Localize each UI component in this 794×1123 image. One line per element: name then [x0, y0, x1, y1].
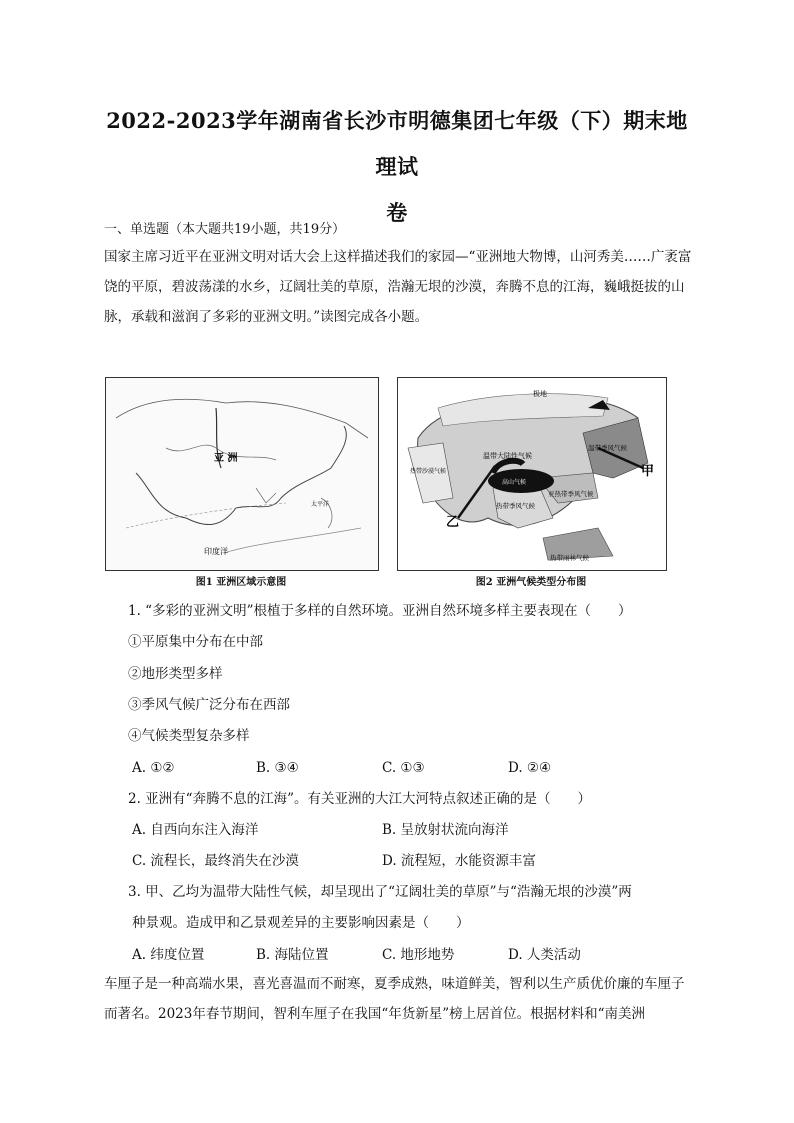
section-header: 一、单选题（本大题共19小题，共19分） — [104, 222, 346, 237]
question-1-item-1: ①平原集中分布在中部 — [128, 634, 263, 650]
label-temperate-monsoon: 温带季风气候 — [588, 444, 627, 452]
figure-2-caption: 图2 亚洲气候类型分布图 — [475, 577, 587, 588]
figure-1-caption: 图1 亚洲区域示意图 — [195, 577, 287, 588]
asia-region-map — [106, 378, 378, 570]
question-2-option-d[interactable]: D. 流程短，水能资源丰富 — [382, 853, 536, 869]
question-3-stem-line-2: 种景观。造成甲和乙景观差异的主要影响因素是（ ） — [132, 915, 470, 931]
question-1-item-3: ③季风气候广泛分布在西部 — [128, 697, 290, 713]
figure-2-map — [397, 377, 667, 571]
question-3-option-d[interactable]: D. 人类活动 — [508, 947, 581, 963]
label-alpine: 高山气候 — [502, 479, 527, 486]
page-title — [96, 98, 698, 236]
question-1-item-2: ②地形类型多样 — [128, 666, 223, 682]
intro-paragraph: 国家主席习近平在亚洲文明对话大会上这样描述我们的家园—“亚洲地大物博，山河秀美……广袤富饶的平原，碧波荡漾的水乡，辽阔壮美的草原，浩瀚无垠的沙漠，奔腾不息的江海，巍峨挺拔的山脉，承载和滋润了多彩的亚洲文明。”读图完成各小题。 — [104, 249, 692, 325]
question-2-option-a[interactable]: A. 自西向东注入海洋 — [132, 822, 259, 838]
question-3-option-b[interactable]: B. 海陆位置 — [256, 947, 329, 963]
question-1-option-c[interactable]: C. ①③ — [382, 760, 425, 776]
asia-climate-map — [398, 378, 666, 570]
title-line-1: 2022-2023学年湖南省长沙市明德集团七年级（下）期末地理试 — [106, 108, 688, 179]
label-indian-ocean: 印度洋 — [204, 547, 228, 556]
label-temperate-continental: 温带大陆性气候 — [483, 452, 532, 460]
label-tropical-rainforest: 热带雨林气候 — [550, 554, 589, 562]
question-1-option-b[interactable]: B. ③④ — [256, 760, 299, 776]
question-3-option-c[interactable]: C. 地形地势 — [382, 947, 455, 963]
figure-1-map — [105, 377, 379, 571]
question-2-stem: 2. 亚洲有“奔腾不息的江海”。有关亚洲的大江大河特点叙述正确的是（ ） — [128, 791, 591, 807]
label-yi: 乙 — [446, 515, 460, 530]
question-1-item-4: ④气候类型复杂多样 — [128, 728, 250, 744]
question-1-option-a[interactable]: A. ①② — [132, 760, 175, 776]
label-asia: 亚 洲 — [214, 453, 238, 464]
title-line-2: 卷 — [386, 200, 408, 225]
label-pacific: 太平洋 — [311, 501, 330, 508]
label-subtropical-monsoon: 亚热带季风气候 — [548, 490, 594, 498]
question-2-option-c[interactable]: C. 流程长，最终消失在沙漠 — [132, 853, 299, 869]
label-polar: 极地 — [533, 390, 547, 398]
label-tropical-desert: 热带沙漠气候 — [410, 468, 447, 475]
question-1-stem: 1. “多彩的亚洲文明”根植于多样的自然环境。亚洲自然环境多样主要表现在（ ） — [128, 603, 632, 619]
question-3-option-a[interactable]: A. 纬度位置 — [132, 947, 205, 963]
question-3-stem-line-1: 3. 甲、乙均为温带大陆性气候，却呈现出了“辽阔壮美的草原”与“浩瀚无垠的沙漠”两 — [128, 884, 632, 900]
question-2-option-b[interactable]: B. 呈放射状流向海洋 — [382, 822, 509, 838]
label-jia: 甲 — [641, 464, 655, 479]
question-1-option-d[interactable]: D. ②④ — [508, 760, 552, 776]
label-tropical-monsoon: 热带季风气候 — [496, 502, 535, 510]
next-intro-paragraph: 车厘子是一种高端水果，喜光喜温而不耐寒，夏季成熟，味道鲜美，智利以生产质优价廉的车厘子而著名。2023年春节期间，智利车厘子在我国“年货新星”榜上居首位。根据材料和“南美洲 — [104, 976, 685, 1022]
